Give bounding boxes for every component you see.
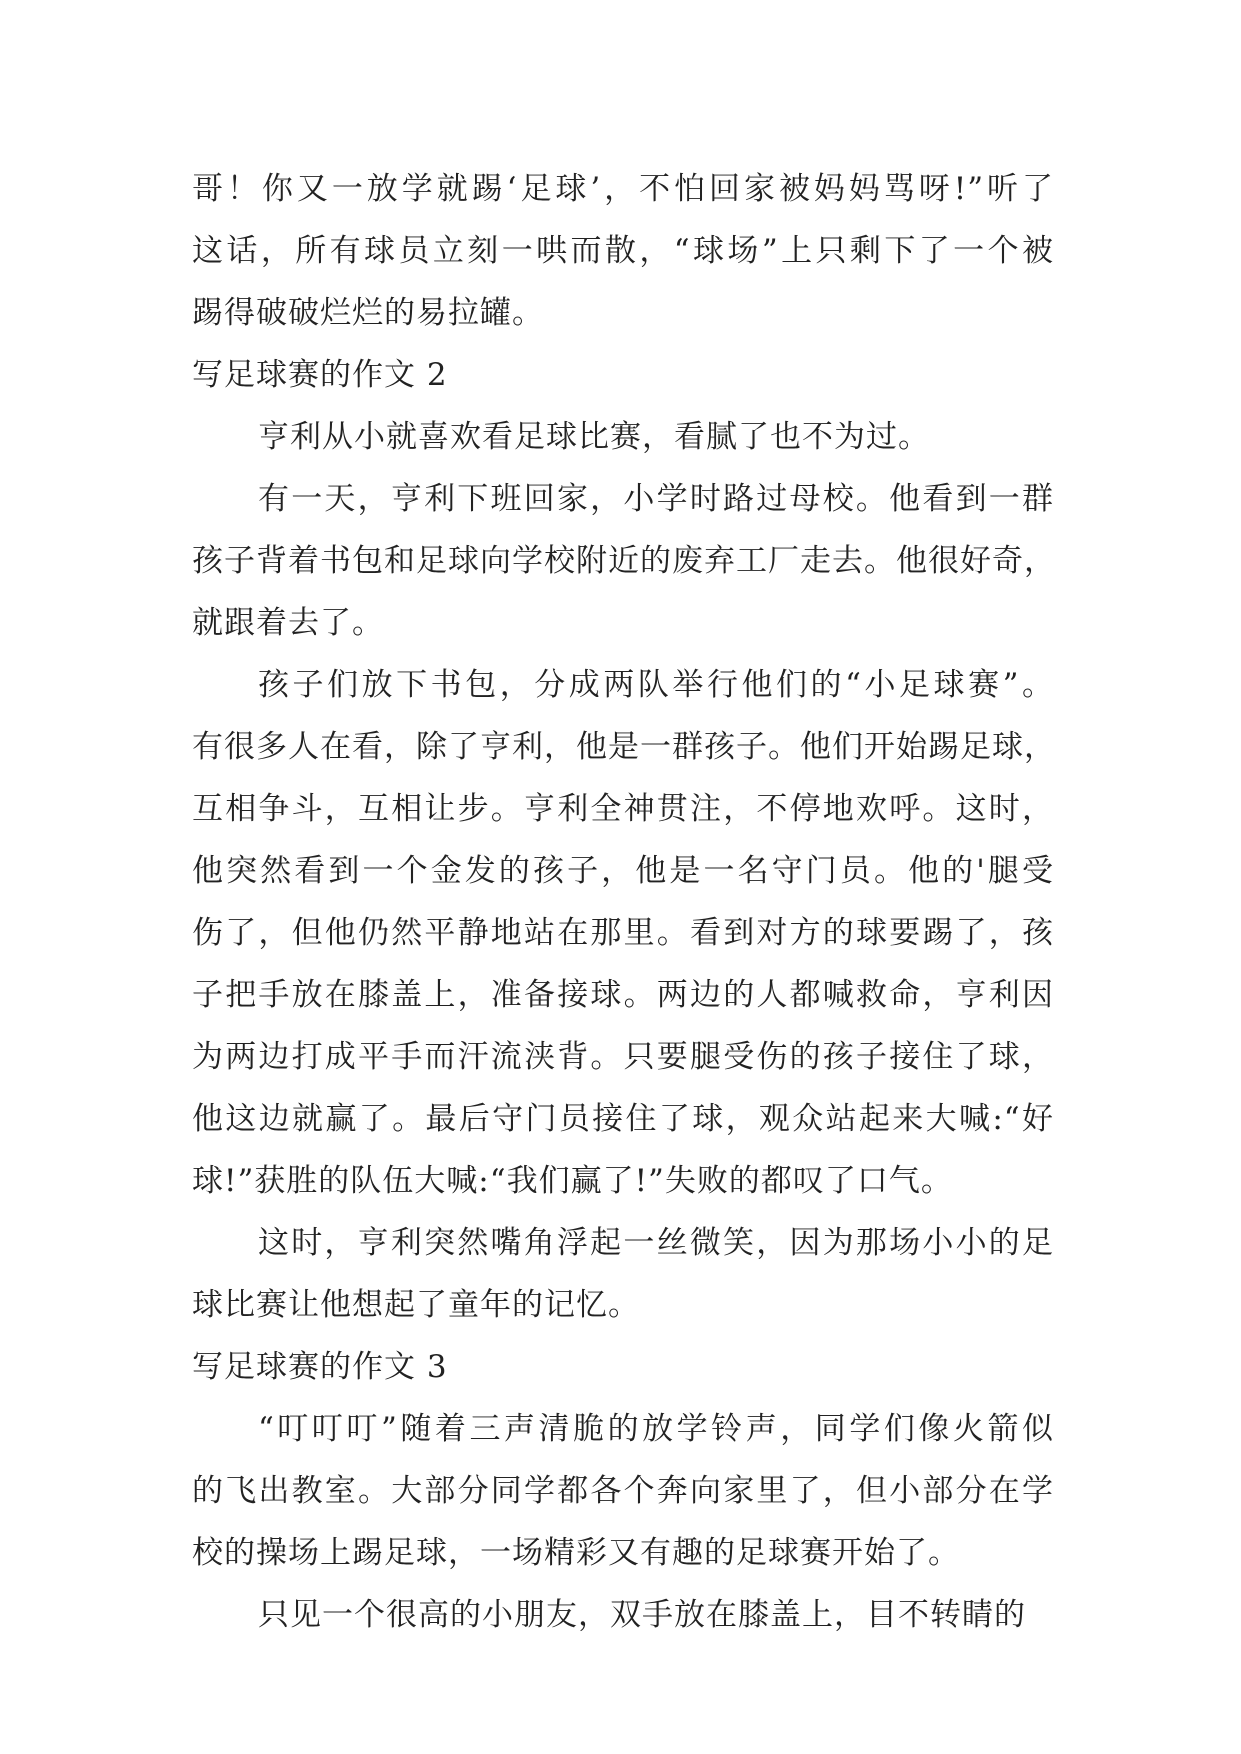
document-page [192, 158, 1054, 1646]
paragraph [192, 158, 1054, 344]
text-line: 伤了，但他仍然平静地站在那里。看到对方的球要踢了，孩 [192, 915, 1054, 951]
paragraph [192, 1398, 1054, 1584]
text-line: 就跟着去了。 [192, 605, 384, 641]
text-line: 子把手放在膝盖上，准备接球。两边的人都喊救命，亨利因 [192, 977, 1054, 1013]
paragraph [192, 1584, 1054, 1646]
text-line: “叮叮叮”随着三声清脆的放学铃声，同学们像火箭似 [258, 1411, 1054, 1447]
text-line: 球!”获胜的队伍大喊:“我们赢了!”失败的都叹了口气。 [192, 1163, 953, 1199]
text-line: 他突然看到一个金发的孩子，他是一名守门员。他的'腿受 [192, 853, 1054, 889]
paragraph [192, 654, 1054, 1212]
text-line: 亨利从小就喜欢看足球比赛，看腻了也不为过。 [258, 419, 930, 455]
text-line: 孩子背着书包和足球向学校附近的废弃工厂走去。他很好奇， [192, 543, 1056, 579]
text-line: 踢得破破烂烂的易拉罐。 [192, 295, 544, 331]
paragraph [192, 468, 1054, 654]
text-line: 为两边打成平手而汗流浃背。只要腿受伤的孩子接住了球， [192, 1039, 1054, 1075]
text-line: 有很多人在看，除了亨利，他是一群孩子。他们开始踢足球， [192, 729, 1056, 765]
section-heading: 写足球赛的作文 3 [192, 1349, 448, 1385]
text-line: 的飞出教室。大部分同学都各个奔向家里了，但小部分在学 [192, 1473, 1054, 1509]
text-line: 球比赛让他想起了童年的记忆。 [192, 1287, 640, 1323]
text-line: 有一天，亨利下班回家，小学时路过母校。他看到一群 [258, 481, 1054, 517]
text-line: 这话，所有球员立刻一哄而散，“球场”上只剩下了一个被 [192, 233, 1054, 269]
text-line: 互相争斗，互相让步。亨利全神贯注，不停地欢呼。这时， [192, 791, 1054, 827]
section-heading: 写足球赛的作文 2 [192, 357, 448, 393]
paragraph [192, 406, 1054, 468]
text-line: 这时，亨利突然嘴角浮起一丝微笑，因为那场小小的足 [258, 1225, 1054, 1261]
text-line: 他这边就赢了。最后守门员接住了球，观众站起来大喊:“好 [192, 1101, 1054, 1137]
paragraph [192, 1212, 1054, 1336]
text-line: 孩子们放下书包，分成两队举行他们的“小足球赛”。 [258, 667, 1054, 703]
text-line: 校的操场上踢足球，一场精彩又有趣的足球赛开始了。 [192, 1535, 960, 1571]
text-line: 哥！你又一放学就踢‘足球’，不怕回家被妈妈骂呀!”听了 [192, 171, 1054, 207]
text-line: 只见一个很高的小朋友，双手放在膝盖上，目不转睛的 [258, 1597, 1026, 1633]
